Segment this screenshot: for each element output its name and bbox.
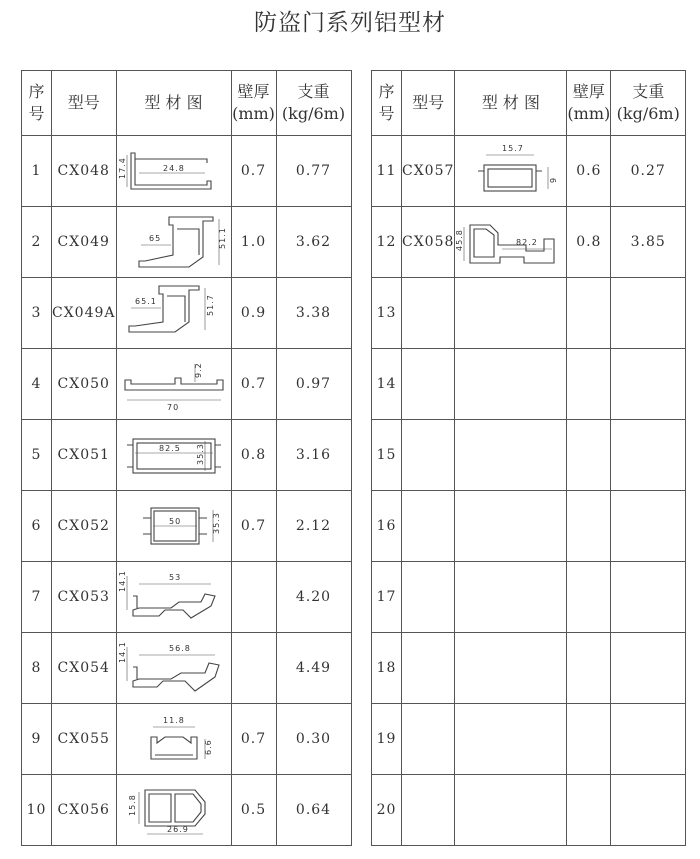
- cell-weight: 4.49: [276, 633, 351, 704]
- cell-weight: [611, 562, 686, 633]
- cell-weight: 3.85: [611, 207, 686, 278]
- cell-wall: [567, 349, 611, 420]
- cell-wall: [567, 491, 611, 562]
- cell-wall: 0.7: [231, 136, 276, 207]
- cell-drawing: [455, 633, 567, 704]
- cell-no: 14: [372, 349, 402, 420]
- table-row: [372, 207, 686, 278]
- table-row: [22, 420, 352, 491]
- cell-drawing: [455, 562, 567, 633]
- table-row: [22, 136, 352, 207]
- cell-weight: 0.64: [276, 775, 351, 846]
- cell-wall: [567, 420, 611, 491]
- dimension-label: 35.3: [195, 443, 205, 465]
- cell-wall: [567, 633, 611, 704]
- header-model: 型号: [402, 71, 455, 136]
- cell-model: CX051: [52, 420, 117, 491]
- cell-model: CX056: [52, 775, 117, 846]
- profile-drawing: [119, 637, 229, 699]
- table-row: [22, 633, 352, 704]
- cell-drawing: [455, 491, 567, 562]
- cell-model: CX053: [52, 562, 117, 633]
- header-model: 型号: [52, 71, 117, 136]
- dimension-label: 82.2: [515, 238, 538, 247]
- cell-model: CX049A: [52, 278, 117, 349]
- header-no-line1: 序: [28, 82, 45, 101]
- header-drawing: 型 材 图: [455, 71, 567, 136]
- dimension-label: 51.7: [205, 294, 215, 316]
- cell-wall: [231, 562, 276, 633]
- table-row: [372, 349, 686, 420]
- cell-model: CX050: [52, 349, 117, 420]
- cell-drawing: [455, 136, 567, 207]
- header-weight: [611, 71, 686, 136]
- cell-model: [402, 704, 455, 775]
- cell-weight: [611, 278, 686, 349]
- cell-no: 15: [372, 420, 402, 491]
- cell-no: 7: [22, 562, 52, 633]
- cell-no: 16: [372, 491, 402, 562]
- header-drawing: 型 材 图: [116, 71, 231, 136]
- cell-drawing: [116, 704, 231, 775]
- cell-no: 11: [372, 136, 402, 207]
- cell-model: [402, 775, 455, 846]
- cell-weight: 0.30: [276, 704, 351, 775]
- dimension-label: 65.1: [134, 297, 157, 306]
- header-wall-line2: (mm): [232, 104, 275, 123]
- header-weight-line2: (kg/6m): [281, 104, 346, 123]
- cell-wall: [567, 278, 611, 349]
- cell-drawing: [116, 349, 231, 420]
- cell-model: CX049: [52, 207, 117, 278]
- header-no: [372, 71, 402, 136]
- dimension-label: 51.1: [217, 227, 227, 249]
- cell-drawing: [116, 633, 231, 704]
- profile-drawing: [456, 141, 566, 201]
- cell-drawing: [116, 207, 231, 278]
- cell-drawing: [116, 278, 231, 349]
- cell-no: 13: [372, 278, 402, 349]
- page-title: 防盗门系列铝型材: [254, 10, 446, 36]
- header-no-line1: 序: [378, 82, 395, 101]
- dimension-label: 11.8: [162, 716, 185, 725]
- cell-model: CX058: [402, 207, 455, 278]
- header-wall-line1: 壁厚: [237, 82, 270, 101]
- cell-weight: [611, 491, 686, 562]
- table-row: [372, 562, 686, 633]
- table-row: [22, 278, 352, 349]
- cell-model: CX057: [402, 136, 455, 207]
- cell-wall: [567, 704, 611, 775]
- cell-drawing: [455, 278, 567, 349]
- table-row: [372, 136, 686, 207]
- dimension-label: 45.8: [454, 229, 464, 251]
- header-wall: [567, 71, 611, 136]
- cell-drawing: [455, 349, 567, 420]
- cell-model: [402, 491, 455, 562]
- header-weight: [276, 71, 351, 136]
- cell-weight: [611, 420, 686, 491]
- cell-weight: 0.27: [611, 136, 686, 207]
- cell-wall: 1.0: [231, 207, 276, 278]
- profile-drawing: [119, 709, 229, 769]
- profile-drawing: [119, 354, 229, 414]
- table-row: [22, 562, 352, 633]
- table-row: [372, 420, 686, 491]
- cell-weight: [611, 349, 686, 420]
- cell-wall: 0.7: [231, 491, 276, 562]
- dimension-label: 53: [168, 573, 181, 582]
- dimension-label: 24.8: [162, 164, 185, 173]
- cell-weight: [611, 704, 686, 775]
- cell-no: 17: [372, 562, 402, 633]
- profile-drawing: [119, 566, 229, 628]
- cell-no: 6: [22, 491, 52, 562]
- cell-drawing: [116, 775, 231, 846]
- cell-wall: 0.8: [231, 420, 276, 491]
- profile-drawing: [119, 211, 229, 273]
- cell-no: 3: [22, 278, 52, 349]
- header-weight-line1: 支重: [297, 82, 330, 101]
- dimension-label: 56.8: [168, 644, 191, 653]
- header-wall-line2: (mm): [567, 104, 611, 123]
- cell-wall: [231, 633, 276, 704]
- dimension-label: 6.6: [203, 739, 213, 755]
- table-row: [372, 491, 686, 562]
- cell-no: 1: [22, 136, 52, 207]
- dimension-label: 9.2: [193, 362, 203, 378]
- profile-table-left: [21, 70, 352, 846]
- header-wall-line1: 壁厚: [572, 82, 605, 101]
- cell-no: 12: [372, 207, 402, 278]
- table-row: [22, 207, 352, 278]
- cell-wall: 0.8: [567, 207, 611, 278]
- cell-drawing: [455, 420, 567, 491]
- table-row: [372, 278, 686, 349]
- cell-drawing: [455, 704, 567, 775]
- cell-no: 20: [372, 775, 402, 846]
- cell-weight: 2.12: [276, 491, 351, 562]
- dimension-label: 14.1: [117, 641, 127, 663]
- cell-weight: 4.20: [276, 562, 351, 633]
- dimension-label: 35.3: [211, 512, 221, 534]
- table-row: [22, 704, 352, 775]
- dimension-label: 82.5: [158, 444, 181, 453]
- dimension-label: 65: [148, 234, 161, 243]
- header-row: [22, 71, 352, 136]
- cell-drawing: [116, 562, 231, 633]
- profile-drawing: [119, 141, 229, 201]
- cell-no: 5: [22, 420, 52, 491]
- header-no: [22, 71, 52, 136]
- cell-model: CX054: [52, 633, 117, 704]
- profile-drawing: [119, 425, 229, 485]
- cell-model: [402, 562, 455, 633]
- profile-drawing: [119, 496, 229, 556]
- cell-model: [402, 420, 455, 491]
- dimension-label: 15.8: [127, 794, 137, 816]
- cell-drawing: [116, 491, 231, 562]
- table-row: [372, 633, 686, 704]
- header-no-line2: 号: [28, 104, 45, 123]
- cell-wall: [567, 775, 611, 846]
- cell-model: CX052: [52, 491, 117, 562]
- cell-no: 10: [22, 775, 52, 846]
- cell-wall: 0.9: [231, 278, 276, 349]
- cell-drawing: [116, 420, 231, 491]
- dimension-label: 9: [548, 176, 558, 183]
- cell-wall: 0.7: [231, 704, 276, 775]
- dimension-label: 50: [168, 517, 181, 526]
- dimension-label: 14.1: [117, 570, 127, 592]
- cell-weight: 3.38: [276, 278, 351, 349]
- cell-model: CX055: [52, 704, 117, 775]
- cell-drawing: [455, 207, 567, 278]
- header-row: [372, 71, 686, 136]
- cell-weight: 3.16: [276, 420, 351, 491]
- cell-wall: [567, 562, 611, 633]
- cell-no: 18: [372, 633, 402, 704]
- header-weight-line2: (kg/6m): [616, 104, 680, 123]
- cell-weight: [611, 633, 686, 704]
- cell-weight: 0.77: [276, 136, 351, 207]
- cell-model: [402, 278, 455, 349]
- cell-model: [402, 633, 455, 704]
- cell-no: 9: [22, 704, 52, 775]
- table-row: [372, 704, 686, 775]
- table-row: [22, 491, 352, 562]
- dimension-label: 26.9: [166, 825, 189, 834]
- cell-no: 19: [372, 704, 402, 775]
- dimension-label: 70: [166, 403, 179, 412]
- cell-wall: 0.6: [567, 136, 611, 207]
- cell-no: 8: [22, 633, 52, 704]
- cell-model: CX048: [52, 136, 117, 207]
- table-row: [372, 775, 686, 846]
- cell-weight: 3.62: [276, 207, 351, 278]
- profile-table-right: [371, 70, 686, 846]
- cell-wall: 0.7: [231, 349, 276, 420]
- cell-no: 2: [22, 207, 52, 278]
- table-row: [22, 775, 352, 846]
- profile-drawing: [119, 780, 229, 840]
- header-no-line2: 号: [378, 104, 395, 123]
- cell-weight: [611, 775, 686, 846]
- dimension-label: 17.4: [117, 157, 127, 179]
- dimension-label: 15.7: [501, 144, 524, 153]
- cell-drawing: [116, 136, 231, 207]
- profile-drawing: [119, 282, 229, 344]
- cell-drawing: [455, 775, 567, 846]
- cell-model: [402, 349, 455, 420]
- cell-wall: 0.5: [231, 775, 276, 846]
- header-wall: [231, 71, 276, 136]
- header-weight-line1: 支重: [632, 82, 665, 101]
- cell-weight: 0.97: [276, 349, 351, 420]
- profile-drawing: [456, 211, 566, 273]
- table-row: [22, 349, 352, 420]
- cell-no: 4: [22, 349, 52, 420]
